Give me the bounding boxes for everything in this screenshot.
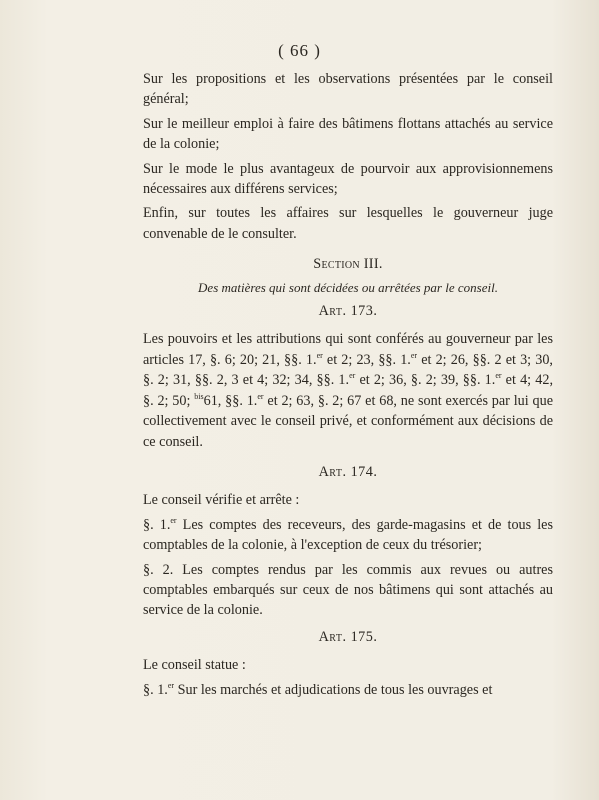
section-title: Section III. <box>313 256 383 273</box>
paragraph-batimens: Sur le meilleur emploi à faire des bâtimens flottans attachés au service de la colonie; <box>143 115 553 153</box>
article-174-paragraph-2: §. 2. Les comptes rendus par les commis aux revues ou autres comptables embarqués sur ceux de nos bâtimens qui sont attachés au service de la colonie. <box>143 561 553 619</box>
section-subtitle: Des matières qui sont décidées ou arrêtées par le conseil. <box>198 279 498 295</box>
article-175-intro: Le conseil statue : <box>143 657 246 674</box>
page-number: ( 66 ) <box>278 41 321 60</box>
paragraph-propositions: Sur les propositions et les observations présentées par le conseil général; <box>143 71 553 108</box>
article-174-paragraph-1: §. 1.$^{er}$ Les comptes des receveurs, des garde-magasins et de tous les comptables de la colonie, à l'exception de ceux du trésorier; <box>143 515 554 554</box>
paragraph-approvisionnemens: Sur le mode le plus avantageux de pourvoir aux approvisionnemens nécessaires aux différens services; <box>143 160 553 198</box>
article-173-heading: Art. 173. <box>318 303 378 320</box>
article-175-paragraph-1: §. 1.$^{er}$ Sur les marchés et adjudications de tous les ouvrages et <box>143 680 493 698</box>
article-174-intro: Le conseil vérifie et arrête : <box>143 492 300 509</box>
body-text <box>143 69 553 700</box>
article-175-heading: Art. 175. <box>318 628 378 645</box>
article-174-heading: Art. 174. <box>318 463 378 480</box>
article-173-text: Les pouvoirs et les attributions qui sont conférés au gouverneur par les articles 17, §. 6; 20; 21, §§. 1.$^{er}$ et 2; 23, §§. 1.$^{er}$ et 2; 26, §§. 2 et 3; 30, §. 2; 31, §§. 2, 3 et 4; 32; 34, §§. 1.$^{er}$ et 2; 36, §. 2; 39, §§. 1.$^{er}$ et 4; 42, §. 2; 50; $^{bis}$61, §§. 1.$^{er}$ et 2; 63, §. 2; 67 et 68, ne sont exercés par lui que collectivement avec le conseil privé, et conformément aux décisions de ce conseil. <box>143 331 554 450</box>
paragraph-enfin: Enfin, sur toutes les affaires sur lesquelles le gouverneur juge convenable de le consulter. <box>143 205 553 242</box>
